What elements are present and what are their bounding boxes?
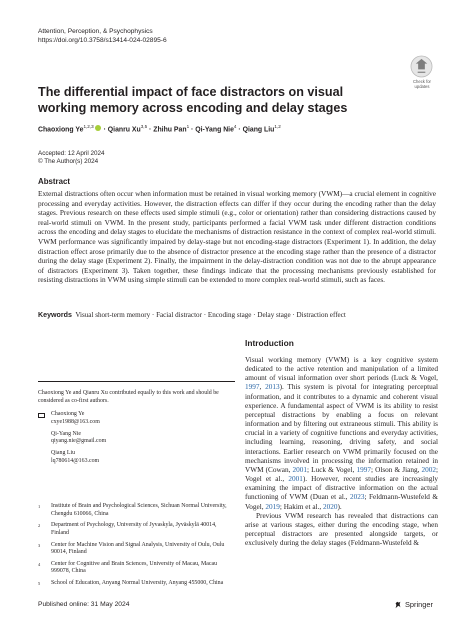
copyright-line: © The Author(s) 2024 [38,158,99,165]
affiliation-text: Center for Machine Vision and Signal Analysis, University of Oulu, Oulu 90014, Finland [51,541,225,556]
email-icon [38,413,45,418]
citation-link[interactable]: 2001 [288,475,303,484]
paragraph-text: ; Luck & Vogel, [307,465,357,474]
citation-link[interactable]: 2002 [421,465,436,474]
paragraph-text: ; Vogel et al., [245,465,439,484]
abstract-text: External distractions often occur when information must be retained in visual working memory (VWM)—a crucial element in cognitive processing and everyday activities. However, the distraction effects can differ if they occur during the encoding rather than the delay stages. Previous research on these effects used simple stimuli (e.g., color or orientation) rather than considering distractions caused by real-world stimuli on VWM. In the present study, participants performed a facial VWM task under different distraction conditions across the encoding and delay stages to elucidate the mechanisms of distraction resistance in the context of complex real-world stimuli. VWM performance was significantly impaired by delay-stage but not encoding-stage distractors (Experiment 1). In addition, the delay distraction effect arose primarily due to the absence of distractor presence at the encoding stage rather than the presence of a distractor during the delay stage (Experiment 2). Finally, the impairment in the delay-distraction condition was not due to the abrupt appearance of distractors (Experiment 3). Taken together, these findings indicate that the processing mechanisms previously established for resisting distractions in VWM using simple stimuli can be extended to more complex real-world stimuli, such as faces. [38,189,436,285]
paragraph-text: ). [337,502,342,511]
author-affiliation-marker: 1 [186,124,190,129]
citation-link[interactable]: 1997 [356,465,371,474]
check-for-updates-label[interactable]: Check for updates [413,79,431,89]
citation-link[interactable]: 2023 [349,493,365,502]
orcid-icon[interactable] [95,125,101,131]
contact-name: Chaoxiong Ye [51,411,85,417]
paragraph-text: ). This system is pivotal for integrating perceptual information, and it contributes to a dynamic and coherent visual experience. A fundamental aspect of VWM is its ability to resist perceptual distractions by enabling a focus on relevant information and by filtering out extraneous stimuli. This ability is crucial in a variety of cognitive functions and everyday activities, including learning, reasoning, driving safety, and social interactions. Earlier research on VWM primarily focused on the mechanisms involved in processing the information retained in VWM (Cowan, [245,383,439,474]
doi-link[interactable]: https://doi.org/10.3758/s13414-024-02895-6 [38,37,167,44]
affiliation-text: Center for Cognitive and Brain Sciences, University of Macau, Macau 999078, China [51,560,218,575]
affiliation-number: 3 [38,542,41,548]
author-name[interactable]: Qi-Yang Nie [195,126,234,134]
affiliation-number: 2 [38,523,41,529]
affiliation-text: Department of Psychology, University of Jyvaskyla, Jyväskylä 40014, Finland [51,522,217,536]
footnote-divider [38,381,235,382]
author-name[interactable]: Zhihu Pan [153,126,187,134]
contact-name: Qi-Yang Nie [51,430,81,437]
introduction-body [245,356,438,548]
affiliation-item [38,580,235,588]
author-separator: · [147,126,154,134]
affiliation-item [38,542,235,557]
publisher-logo [394,600,433,609]
contact-entry [51,411,106,427]
author-name[interactable]: Chaoxiong Ye [38,126,84,134]
author-affiliation-marker: 3,5 [140,124,148,129]
author-name[interactable]: Qianru Xu [107,126,141,134]
citation-link[interactable]: 1997 [245,383,260,392]
keywords [38,311,436,320]
author-list [38,124,458,133]
article-dates [38,150,105,166]
springer-horse-icon [394,601,402,609]
keywords-list: Visual short-term memory · Facial distractor · Encoding stage · Delay stage · Distraction effect [75,311,346,319]
contact-email[interactable]: qiyang.nie@gmail.com [51,438,107,445]
contact-name: Qiang Liu [51,450,76,457]
check-for-updates-icon[interactable] [410,55,433,78]
equal-contribution-note: Chaoxiong Ye and Qianru Xu contributed equally to this work and should be considered as co-first authors. [38,390,219,404]
citation-link[interactable]: 2019 [265,502,280,511]
journal-header [38,27,167,45]
author-separator: · [236,126,243,134]
published-date: Published online: 31 May 2024 [38,601,130,608]
paper-title: The differential impact of face distractors on visual working memory across encoding and delay stages [38,85,348,115]
affiliation-item [38,503,235,518]
correspondence-list [51,411,106,470]
contact-email[interactable]: lq780614@163.com [51,457,100,464]
contact-entry [51,450,106,466]
paragraph-text: ; Hakim et al., [279,502,324,511]
author-separator: · [189,126,196,134]
journal-name: Attention, Perception, & Psychophysics [38,28,153,35]
affiliation-item [38,522,235,537]
paragraph-text: ). However, recent studies are increasingly examining the impact of distractive information on the actual functioning of VWM (Duan et al., [245,475,438,502]
author-affiliation-marker: 1,2 [274,124,281,129]
introduction-paragraph-1 [245,356,438,512]
affiliation-number: 4 [38,561,41,567]
contact-entry [51,431,106,447]
affiliation-text: Institute of Brain and Psychological Sciences, Sichuan Normal University, Chengdu 610066, China [51,503,227,517]
publisher-name: Springer [405,600,433,609]
affiliation-number: 5 [38,581,41,587]
accepted-date: Accepted: 12 April 2024 [38,150,105,157]
author-affiliation-marker: 1,2,3 [83,124,94,129]
paragraph-text: Visual working memory (VWM) is a key cognitive system dedicated to the active retention and manipulation of a limited amount of visual information over short periods (Luck & Vogel, [245,356,438,383]
affiliation-text: School of Education, Anyang Normal University, Anyang 455000, China [51,580,224,587]
citation-link[interactable]: 2013 [265,383,280,392]
introduction-heading: Introduction [245,338,294,348]
paragraph-text: ; Feldmann-Wustefeld & Vogel, [245,493,438,511]
paragraph-text: ; Olson & Jiang, [370,465,422,474]
paragraph-text: , [259,383,266,392]
affiliation-number: 1 [38,504,41,509]
author-name[interactable]: Qiang Liu [242,126,275,134]
author-affiliation-marker: 4 [233,124,237,129]
contact-email[interactable]: cxye1988@163.com [51,418,100,425]
author-separator: · [101,126,108,134]
citation-link[interactable]: 2001 [292,465,308,474]
affiliation-item [38,561,235,576]
keywords-label: Keywords [38,311,72,319]
introduction-paragraph-2: Previous VWM research has revealed that distractions can arise at various stages, either during the encoding stage, when perceptual distractors are presented alongside targets, or exclusively during the delay stages (Feldmann-Wustefeld & [245,511,438,548]
citation-link[interactable]: 2020 [323,502,338,511]
affiliation-list [38,503,235,592]
abstract-heading: Abstract [38,177,71,186]
